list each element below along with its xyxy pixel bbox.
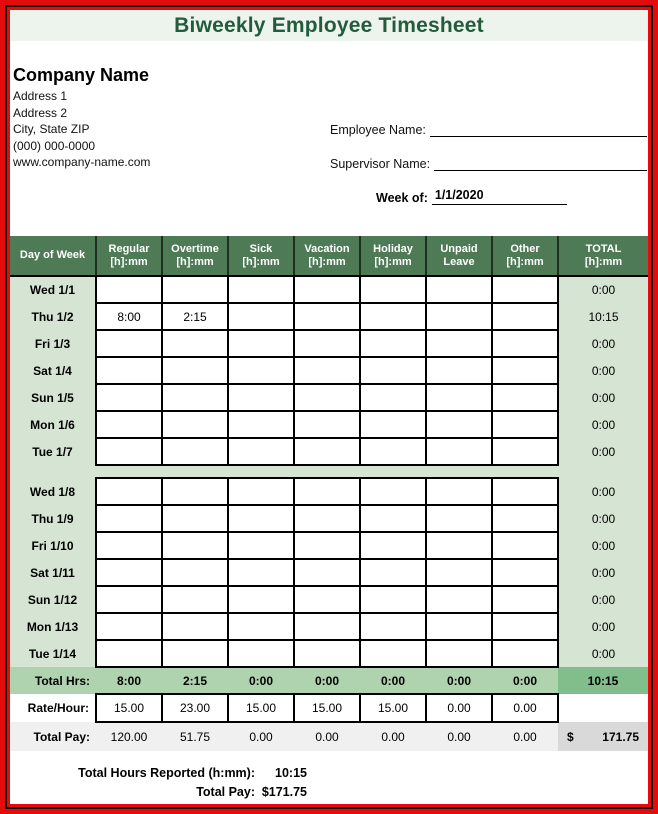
hours-cell[interactable] <box>228 384 294 411</box>
day-label: Fri 1/3 <box>10 330 96 357</box>
hours-cell[interactable] <box>492 411 558 438</box>
hours-cell[interactable] <box>228 640 294 667</box>
hours-cell[interactable] <box>96 559 162 586</box>
total-pay-grand-total <box>558 722 648 751</box>
hours-cell[interactable] <box>360 613 426 640</box>
hours-cell[interactable] <box>360 411 426 438</box>
hours-cell[interactable] <box>492 478 558 505</box>
total-hrs-row <box>10 667 648 694</box>
summary-pay-label: Total Pay: <box>196 785 255 799</box>
day-total: 0:00 <box>558 613 648 640</box>
day-row <box>10 411 648 438</box>
day-row <box>10 505 648 532</box>
hours-cell[interactable] <box>360 303 426 330</box>
day-label: Sun 1/5 <box>10 384 96 411</box>
hours-cell[interactable] <box>426 438 492 465</box>
column-header-regular: Regular [h]:mm <box>96 236 162 276</box>
summary-block <box>10 764 648 802</box>
day-total: 0:00 <box>558 411 648 438</box>
day-label: Mon 1/6 <box>10 411 96 438</box>
hours-cell[interactable] <box>426 505 492 532</box>
timesheet-body <box>10 276 648 751</box>
hours-cell[interactable] <box>360 586 426 613</box>
frame-dark-line <box>5 5 653 809</box>
hours-cell[interactable] <box>96 586 162 613</box>
day-row <box>10 640 648 667</box>
hours-cell[interactable] <box>96 478 162 505</box>
hours-cell[interactable] <box>228 438 294 465</box>
week-of-value[interactable]: 1/1/2020 <box>432 188 567 205</box>
hours-cell[interactable] <box>294 532 360 559</box>
hours-cell[interactable] <box>294 330 360 357</box>
hours-cell[interactable] <box>228 357 294 384</box>
hours-cell[interactable] <box>492 303 558 330</box>
hours-cell[interactable] <box>360 559 426 586</box>
rate-cell[interactable]: 15.00 <box>228 694 294 722</box>
total-pay-cell: 0.00 <box>294 722 360 751</box>
hours-cell[interactable] <box>228 303 294 330</box>
hours-cell[interactable] <box>228 330 294 357</box>
day-row <box>10 438 648 465</box>
week-of-row <box>376 185 647 205</box>
hours-cell[interactable] <box>96 357 162 384</box>
total-hrs-cell: 0:00 <box>426 667 492 694</box>
hours-cell[interactable] <box>162 586 228 613</box>
company-phone: (000) 000-0000 <box>13 138 96 153</box>
hours-cell[interactable] <box>228 276 294 303</box>
day-row <box>10 330 648 357</box>
hours-cell[interactable] <box>492 559 558 586</box>
week-separator-band <box>10 465 648 478</box>
rate-hour-row <box>10 694 648 722</box>
hours-cell[interactable] <box>228 559 294 586</box>
hours-cell[interactable] <box>294 559 360 586</box>
day-total: 0:00 <box>558 586 648 613</box>
hours-cell[interactable] <box>294 357 360 384</box>
hours-cell[interactable] <box>294 303 360 330</box>
hours-cell[interactable] <box>426 559 492 586</box>
hours-cell[interactable] <box>294 613 360 640</box>
day-total: 0:00 <box>558 357 648 384</box>
hours-cell[interactable] <box>294 505 360 532</box>
rate-hour-label: Rate/Hour: <box>10 694 96 722</box>
rate-cell[interactable]: 0.00 <box>492 694 558 722</box>
hours-cell[interactable] <box>426 478 492 505</box>
hours-cell[interactable] <box>294 586 360 613</box>
day-total: 0:00 <box>558 384 648 411</box>
hours-cell[interactable] <box>228 613 294 640</box>
day-total: 0:00 <box>558 330 648 357</box>
employee-name-label: Employee Name: <box>330 123 426 137</box>
total-hrs-cell: 0:00 <box>228 667 294 694</box>
hours-cell[interactable] <box>96 613 162 640</box>
hours-cell[interactable] <box>162 357 228 384</box>
column-header-total: TOTAL [h]:mm <box>558 236 648 276</box>
company-name: Company Name <box>13 65 150 85</box>
head-section <box>10 41 648 205</box>
hours-cell[interactable] <box>492 357 558 384</box>
day-row <box>10 357 648 384</box>
company-city-state-zip: City, State ZIP <box>13 122 90 136</box>
hours-cell[interactable] <box>96 411 162 438</box>
hours-cell[interactable] <box>96 438 162 465</box>
hours-cell[interactable] <box>426 411 492 438</box>
rate-cell[interactable]: 23.00 <box>162 694 228 722</box>
day-total: 0:00 <box>558 438 648 465</box>
total-hrs-label: Total Hrs: <box>10 667 96 694</box>
rate-cell[interactable]: 15.00 <box>360 694 426 722</box>
day-label: Wed 1/8 <box>10 478 96 505</box>
hours-cell[interactable] <box>96 330 162 357</box>
hours-cell[interactable] <box>360 505 426 532</box>
hours-cell[interactable] <box>360 330 426 357</box>
total-pay-cell: 0.00 <box>360 722 426 751</box>
hours-cell[interactable] <box>360 640 426 667</box>
day-label: Mon 1/13 <box>10 613 96 640</box>
fields-block <box>330 117 647 219</box>
hours-cell[interactable] <box>162 613 228 640</box>
column-header-sick: Sick [h]:mm <box>228 236 294 276</box>
page-title: Biweekly Employee Timesheet <box>174 13 484 37</box>
hours-cell[interactable] <box>426 357 492 384</box>
day-row <box>10 586 648 613</box>
company-address1: Address 1 <box>13 89 68 103</box>
column-header-vacation: Vacation [h]:mm <box>294 236 360 276</box>
total-pay-cell: 120.00 <box>96 722 162 751</box>
day-total: 0:00 <box>558 505 648 532</box>
total-pay-label: Total Pay: <box>10 722 96 751</box>
hours-cell[interactable] <box>162 532 228 559</box>
rate-cell[interactable]: 15.00 <box>294 694 360 722</box>
day-total: 0:00 <box>558 532 648 559</box>
hours-cell[interactable] <box>426 384 492 411</box>
day-row <box>10 613 648 640</box>
day-total: 0:00 <box>558 559 648 586</box>
total-hrs-cell: 0:00 <box>294 667 360 694</box>
summary-pay-value: $171.75 <box>261 785 307 799</box>
day-row <box>10 559 648 586</box>
hours-cell[interactable] <box>294 640 360 667</box>
hours-cell[interactable] <box>492 330 558 357</box>
hours-cell[interactable] <box>162 384 228 411</box>
hours-cell[interactable] <box>426 586 492 613</box>
hours-cell[interactable] <box>492 276 558 303</box>
sheet <box>7 7 651 807</box>
hours-cell[interactable] <box>228 478 294 505</box>
hours-cell[interactable] <box>162 640 228 667</box>
hours-cell[interactable] <box>228 586 294 613</box>
hours-cell[interactable] <box>294 411 360 438</box>
hours-cell[interactable] <box>162 438 228 465</box>
total-hrs-cell: 0:00 <box>492 667 558 694</box>
hours-cell[interactable] <box>426 330 492 357</box>
summary-hours-row <box>10 764 648 783</box>
currency-symbol: $ <box>567 729 574 744</box>
total-pay-value: 171.75 <box>602 729 639 744</box>
hours-cell[interactable] <box>360 357 426 384</box>
day-row <box>10 303 648 330</box>
hours-cell[interactable] <box>228 505 294 532</box>
column-header-day-of-week: Day of Week <box>10 236 96 276</box>
day-total: 0:00 <box>558 478 648 505</box>
total-pay-row <box>10 722 648 751</box>
supervisor-name-label: Supervisor Name: <box>330 157 431 171</box>
hours-cell[interactable] <box>162 411 228 438</box>
total-pay-amount <box>558 730 648 744</box>
week-of-label: Week of: <box>376 191 428 205</box>
hours-cell[interactable] <box>426 640 492 667</box>
hours-cell[interactable] <box>360 384 426 411</box>
hours-cell[interactable] <box>426 303 492 330</box>
employee-name-row <box>330 117 647 137</box>
hours-cell[interactable] <box>360 276 426 303</box>
hours-cell[interactable] <box>294 384 360 411</box>
hours-cell[interactable] <box>294 478 360 505</box>
timesheet-table <box>10 236 648 751</box>
hours-cell[interactable] <box>96 532 162 559</box>
hours-cell[interactable] <box>96 640 162 667</box>
day-label: Wed 1/1 <box>10 276 96 303</box>
timesheet-header <box>10 236 648 276</box>
hours-cell[interactable] <box>360 478 426 505</box>
hours-cell[interactable] <box>162 505 228 532</box>
hours-cell[interactable] <box>162 276 228 303</box>
hours-cell[interactable] <box>492 438 558 465</box>
hours-cell[interactable] <box>360 532 426 559</box>
day-label: Tue 1/7 <box>10 438 96 465</box>
hours-cell[interactable] <box>492 640 558 667</box>
hours-cell[interactable] <box>492 505 558 532</box>
day-label: Sun 1/12 <box>10 586 96 613</box>
hours-cell[interactable] <box>492 532 558 559</box>
hours-cell[interactable] <box>426 532 492 559</box>
supervisor-name-line[interactable] <box>434 154 647 171</box>
total-hrs-grand-total: 10:15 <box>558 667 648 694</box>
hours-cell[interactable] <box>162 478 228 505</box>
total-pay-cell: 0.00 <box>426 722 492 751</box>
total-pay-cell: 0.00 <box>492 722 558 751</box>
day-total: 0:00 <box>558 276 648 303</box>
hours-cell[interactable] <box>492 586 558 613</box>
supervisor-name-row <box>330 151 647 171</box>
hours-cell[interactable]: 2:15 <box>162 303 228 330</box>
day-row <box>10 384 648 411</box>
company-address2: Address 2 <box>13 105 68 120</box>
day-total: 0:00 <box>558 640 648 667</box>
day-total: 10:15 <box>558 303 648 330</box>
hours-cell[interactable]: 8:00 <box>96 303 162 330</box>
total-pay-cell: 0.00 <box>228 722 294 751</box>
day-label: Thu 1/9 <box>10 505 96 532</box>
day-row <box>10 532 648 559</box>
title-bar <box>10 10 648 41</box>
hours-cell[interactable] <box>228 411 294 438</box>
day-label: Fri 1/10 <box>10 532 96 559</box>
hours-cell[interactable] <box>360 438 426 465</box>
rate-cell[interactable]: 0.00 <box>426 694 492 722</box>
day-label: Sat 1/11 <box>10 559 96 586</box>
rate-cell[interactable]: 15.00 <box>96 694 162 722</box>
hours-cell[interactable] <box>492 384 558 411</box>
summary-pay-row <box>10 783 648 802</box>
day-label: Tue 1/14 <box>10 640 96 667</box>
hours-cell[interactable] <box>294 438 360 465</box>
summary-hours-label: Total Hours Reported (h:mm): <box>78 766 255 780</box>
company-website: www.company-name.com <box>13 155 151 169</box>
column-header-holiday: Holiday [h]:mm <box>360 236 426 276</box>
total-hrs-cell: 2:15 <box>162 667 228 694</box>
hours-cell[interactable] <box>162 559 228 586</box>
hours-cell[interactable] <box>492 613 558 640</box>
total-hrs-cell: 8:00 <box>96 667 162 694</box>
hours-cell[interactable] <box>96 276 162 303</box>
hours-cell[interactable] <box>162 330 228 357</box>
column-header-other: Other [h]:mm <box>492 236 558 276</box>
day-label: Thu 1/2 <box>10 303 96 330</box>
rate-total-spacer <box>558 694 648 722</box>
column-header-overtime: Overtime [h]:mm <box>162 236 228 276</box>
hours-cell[interactable] <box>96 505 162 532</box>
day-row <box>10 276 648 303</box>
day-row <box>10 478 648 505</box>
total-pay-cell: 51.75 <box>162 722 228 751</box>
hours-cell[interactable] <box>426 613 492 640</box>
week-separator <box>10 465 648 478</box>
day-label: Sat 1/4 <box>10 357 96 384</box>
total-hrs-cell: 0:00 <box>360 667 426 694</box>
hours-cell[interactable] <box>426 276 492 303</box>
hours-cell[interactable] <box>294 276 360 303</box>
column-header-unpaid: Unpaid Leave <box>426 236 492 276</box>
employee-name-line[interactable] <box>430 120 647 137</box>
hours-cell[interactable] <box>96 384 162 411</box>
hours-cell[interactable] <box>228 532 294 559</box>
summary-hours-value: 10:15 <box>275 766 307 780</box>
